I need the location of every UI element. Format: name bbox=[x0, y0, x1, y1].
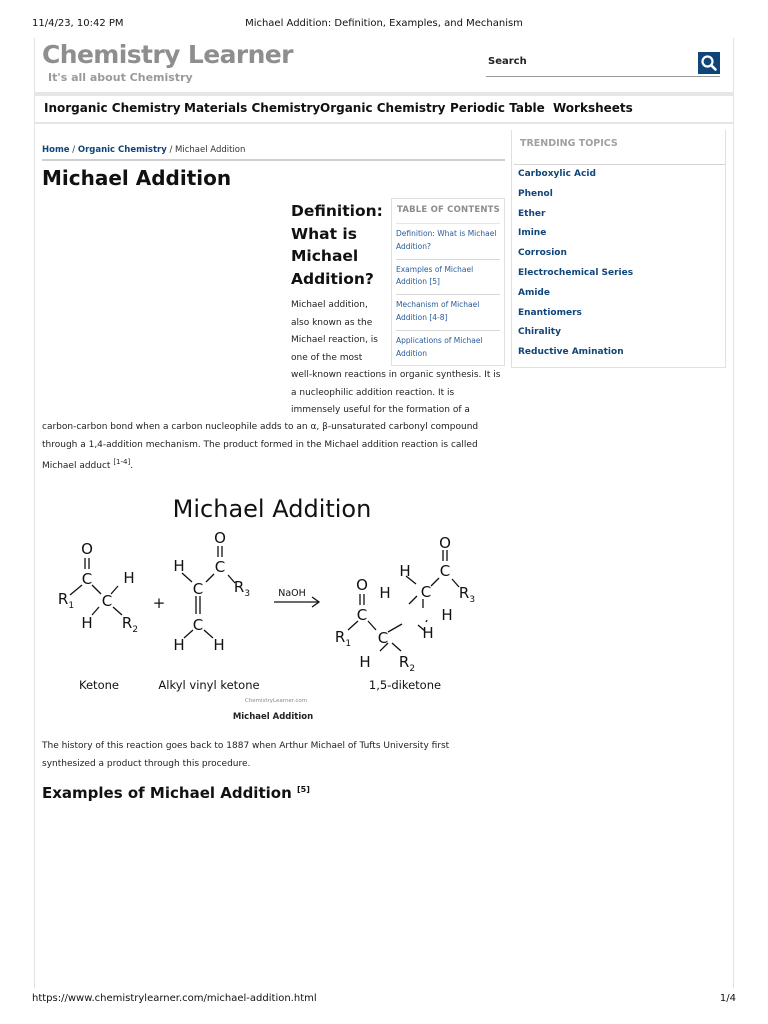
nav-item-inorganic-chemistry[interactable]: Inorganic Chemistry bbox=[44, 101, 181, 115]
toc-item-applications[interactable]: Applications of Michael Addition bbox=[396, 335, 483, 358]
trending-item-amide[interactable]: Amide bbox=[518, 287, 550, 298]
michael-addition-figure bbox=[42, 486, 504, 716]
search-icon bbox=[698, 52, 720, 74]
alkyl-vinyl-ketone-label: Alkyl vinyl ketone bbox=[158, 678, 260, 692]
main-nav bbox=[34, 92, 734, 124]
figure-caption: Michael Addition bbox=[232, 712, 314, 722]
trending-topics bbox=[511, 130, 726, 368]
search-box[interactable] bbox=[486, 51, 720, 77]
svg-text:C: C bbox=[101, 592, 113, 610]
breadcrumb-divider bbox=[42, 159, 505, 161]
trending-item-chirality[interactable]: Chirality bbox=[518, 327, 561, 338]
reference-link[interactable]: [5] bbox=[296, 785, 310, 794]
intro-paragraph-part3 bbox=[42, 419, 503, 476]
svg-text:H: H bbox=[379, 584, 391, 602]
svg-text:C: C bbox=[192, 580, 204, 598]
reagent-label: NaOH bbox=[278, 588, 306, 599]
print-header bbox=[0, 0, 768, 28]
svg-text:H: H bbox=[81, 614, 93, 632]
toc-list bbox=[396, 223, 500, 365]
svg-text:H: H bbox=[422, 624, 434, 642]
print-title: Michael Addition: Definition, Examples, and Mechanism bbox=[245, 18, 523, 29]
ketone-label: Ketone bbox=[79, 678, 119, 692]
trending-list bbox=[514, 164, 725, 363]
svg-text:R3: $R_3$ bbox=[233, 578, 251, 599]
diketone-label: 1,5-diketone bbox=[368, 678, 442, 692]
svg-text:C: C bbox=[356, 606, 368, 624]
breadcrumb-organic-chemistry[interactable]: Organic Chemistry bbox=[77, 145, 167, 155]
intro-end: . bbox=[130, 461, 134, 471]
intro-paragraph-part1: Michael addition, also known as the Michael reaction, is one of the most bbox=[291, 300, 378, 363]
svg-text:R2: $R_2$ bbox=[121, 614, 139, 635]
breadcrumb-separator: / bbox=[69, 145, 78, 155]
intro-paragraph-part2: well-known reactions in organic synthesis. It is a nucleophilic addition reaction. It is immensely useful for the formation of a bbox=[291, 370, 501, 415]
svg-text:C: C bbox=[214, 558, 226, 576]
svg-text:R2: $R_2$ bbox=[398, 653, 416, 674]
trending-title: TRENDING TOPICS bbox=[520, 138, 618, 149]
svg-text:R1: $R_1$ bbox=[334, 628, 352, 649]
examples-heading-text: Examples of Michael Addition bbox=[42, 784, 297, 802]
breadcrumb-separator: / bbox=[166, 145, 176, 155]
trending-item-ether[interactable]: Ether bbox=[518, 208, 546, 219]
svg-text:C: C bbox=[439, 562, 451, 580]
svg-text:O: O bbox=[81, 540, 93, 558]
nav-item-materials-chemistry[interactable]: Materials Chemistry bbox=[184, 101, 321, 115]
print-page-number: 1/4 bbox=[719, 993, 736, 1004]
figure-title: Michael Addition bbox=[172, 495, 372, 523]
trending-item-enantiomers[interactable]: Enantiomers bbox=[518, 307, 582, 318]
toc-item-examples[interactable]: Examples of Michael Addition [5] bbox=[396, 260, 500, 296]
search-button[interactable] bbox=[698, 52, 720, 74]
nav-item-periodic-table[interactable]: Periodic Table bbox=[450, 101, 545, 115]
toc-title: TABLE OF CONTENTS bbox=[397, 205, 500, 215]
toc-item-mechanism[interactable]: Mechanism of Michael Addition [4-8] bbox=[396, 295, 500, 331]
trending-item-imine[interactable]: Imine bbox=[518, 228, 547, 239]
print-url: https://www.chemistrylearner.com/michael-addition.html bbox=[32, 993, 317, 1004]
svg-text:R1: $R_1$ bbox=[57, 590, 75, 611]
intro-text: carbon-carbon bond when a carbon nucleophile adds to an α, β-unsaturated carbonyl compound through a 1,4-addition mechanism. The product formed in the Michael addition reaction is called Michael adduct bbox=[42, 422, 479, 471]
figure-watermark: ChemistryLearner.com bbox=[244, 698, 308, 704]
svg-text:H: H bbox=[213, 636, 225, 654]
print-date: 11/4/23, 10:42 PM bbox=[32, 18, 124, 29]
svg-text:H: H bbox=[359, 653, 371, 671]
trending-item-phenol[interactable]: Phenol bbox=[518, 188, 553, 199]
page-title: Michael Addition bbox=[42, 166, 232, 190]
svg-text:O: O bbox=[356, 576, 368, 594]
svg-text:C: C bbox=[420, 583, 432, 601]
svg-text:O: O bbox=[214, 529, 226, 547]
trending-item-electrochemical-series[interactable]: Electrochemical Series bbox=[518, 267, 634, 278]
svg-text:H: H bbox=[441, 606, 453, 624]
svg-text:C: C bbox=[192, 616, 204, 634]
svg-text:R3: $R_3$ bbox=[458, 584, 476, 605]
breadcrumb bbox=[42, 145, 245, 155]
nav-item-worksheets[interactable]: Worksheets bbox=[553, 101, 633, 115]
svg-text:H: H bbox=[173, 557, 185, 575]
svg-text:H: H bbox=[123, 569, 135, 587]
table-of-contents bbox=[391, 198, 505, 366]
svg-text:C: C bbox=[377, 629, 389, 647]
breadcrumb-current: Michael Addition bbox=[175, 145, 246, 155]
reference-link[interactable]: [1-4] bbox=[113, 458, 131, 466]
trending-item-carboxylic-acid[interactable]: Carboxylic Acid bbox=[518, 169, 596, 179]
svg-text:H: H bbox=[173, 636, 185, 654]
nav-item-organic-chemistry[interactable]: Organic Chemistry bbox=[320, 101, 446, 115]
svg-text:+: + bbox=[152, 594, 166, 612]
history-paragraph: The history of this reaction goes back to 1887 when Arthur Michael of Tufts University first synthesized a product through this procedure. bbox=[42, 741, 450, 769]
site-tagline: It's all about Chemistry bbox=[48, 71, 193, 84]
site-header bbox=[34, 38, 734, 92]
svg-text:H: H bbox=[399, 562, 411, 580]
definition-heading: Definition: What is Michael Addition? bbox=[291, 202, 383, 288]
examples-heading bbox=[42, 784, 310, 802]
breadcrumb-home[interactable]: Home bbox=[42, 145, 70, 155]
toc-item-definition[interactable]: Definition: What is Michael Addition? bbox=[396, 224, 500, 260]
site-logo[interactable]: Chemistry Learner bbox=[42, 40, 293, 69]
trending-item-corrosion[interactable]: Corrosion bbox=[518, 248, 567, 259]
search-input[interactable]: Search bbox=[488, 56, 527, 67]
trending-item-reductive-amination[interactable]: Reductive Amination bbox=[518, 347, 624, 358]
svg-text:O: O bbox=[439, 534, 451, 552]
svg-text:C: C bbox=[81, 570, 93, 588]
